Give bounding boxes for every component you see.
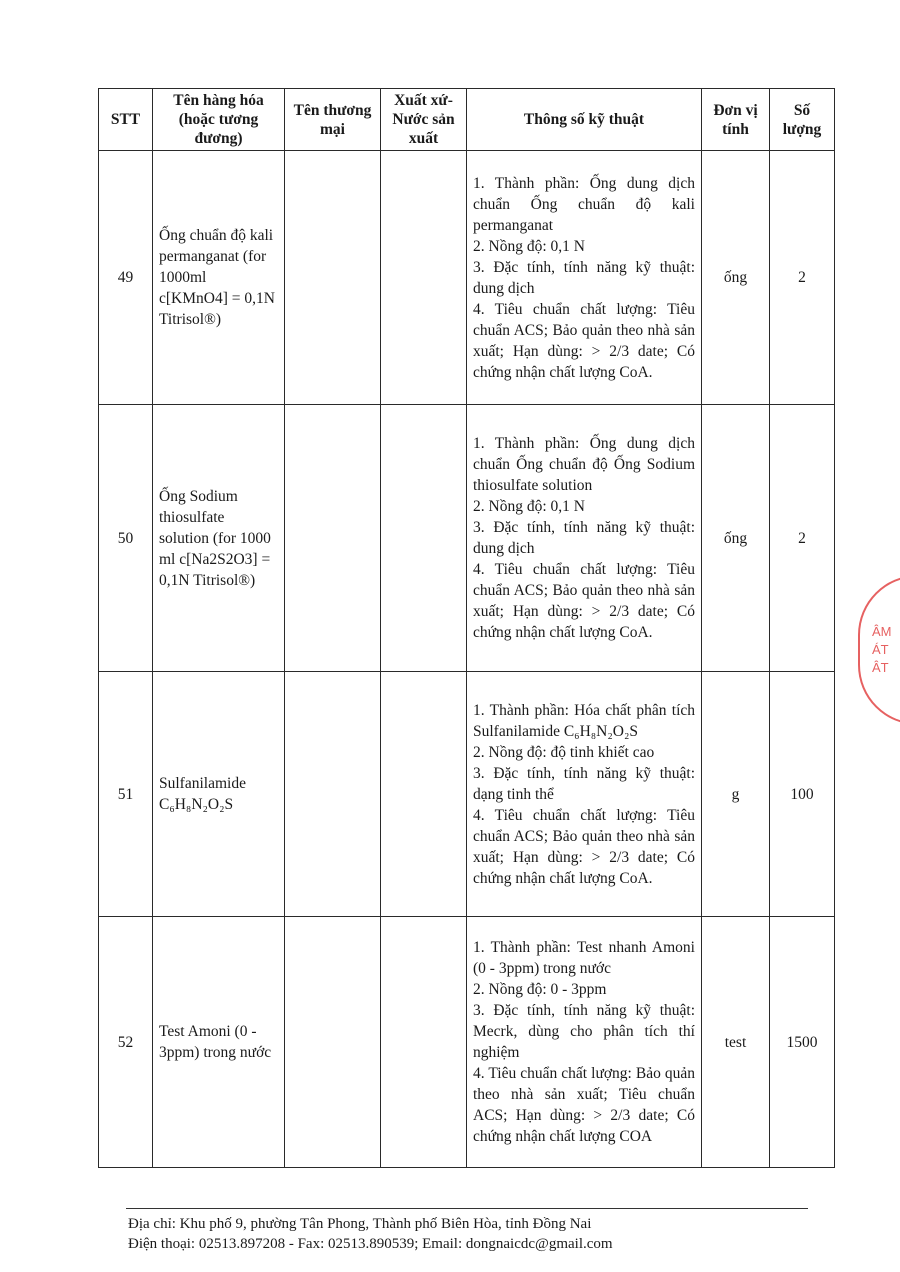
header-spec: Thông số kỹ thuật — [467, 89, 702, 151]
cell-trade-name — [285, 405, 381, 672]
spec-line: 4. Tiêu chuẩn chất lượng: Bảo quản theo nhà sản xuất; Tiêu chuẩn ACS; Hạn dùng: > 2/3 date; Có chứng nhận chất lượng COA — [473, 1065, 695, 1145]
spec-line: 1. Thành phần: Ống dung dịch chuẩn Ống chuẩn độ kali permanganat — [473, 174, 695, 234]
cell-origin — [381, 405, 467, 672]
header-stt: STT — [99, 89, 153, 151]
stamp-text: ÂT — [872, 660, 889, 675]
spec-line: 4. Tiêu chuẩn chất lượng: Tiêu chuẩn ACS; Bảo quản theo nhà sản xuất; Hạn dùng: > 2/3 date; Có chứng nhận chất lượng CoA. — [473, 561, 695, 641]
header-trade-name: Tên thương mại — [285, 89, 381, 151]
cell-name: Ống Sodium thiosulfate solution (for 1000 ml c[Na2S2O3] = 0,1N Titrisol®) — [153, 405, 285, 672]
cell-quantity: 1500 — [770, 917, 835, 1168]
stamp-text: ÂM — [872, 624, 892, 639]
spec-line: 2. Nồng độ: 0,1 N — [473, 498, 585, 515]
cell-quantity: 2 — [770, 151, 835, 405]
table-row — [99, 151, 835, 405]
table-row — [99, 917, 835, 1168]
header-origin: Xuất xứ- Nước sản xuất — [381, 89, 467, 151]
cell-spec — [467, 405, 702, 672]
spec-line: 1. Thành phần: Hóa chất phân tích Sulfanilamide C₆H₈N₂O₂S — [473, 701, 695, 740]
table-header-row — [99, 89, 835, 151]
cell-unit: ống — [702, 405, 770, 672]
product-spec-table — [98, 88, 835, 1168]
cell-quantity: 2 — [770, 405, 835, 672]
table-row — [99, 405, 835, 672]
cell-name: Ống chuẩn độ kali permanganat (for 1000ml c[KMnO4] = 0,1N Titrisol®) — [153, 151, 285, 405]
footer-address: Địa chỉ: Khu phố 9, phường Tân Phong, Thành phố Biên Hòa, tỉnh Đồng Nai — [128, 1216, 592, 1232]
cell-name: Test Amoni (0 - 3ppm) trong nước — [153, 917, 285, 1168]
footer-contact: Điện thoại: 02513.897208 - Fax: 02513.890539; Email: dongnaicdc@gmail.com — [128, 1236, 613, 1252]
header-unit: Đơn vị tính — [702, 89, 770, 151]
cell-origin — [381, 672, 467, 917]
header-name: Tên hàng hóa (hoặc tương đương) — [153, 89, 285, 151]
cell-unit: test — [702, 917, 770, 1168]
header-quantity: Số lượng — [770, 89, 835, 151]
spec-line: 1. Thành phần: Ống dung dịch chuẩn Ống chuẩn độ Ống Sodium thiosulfate solution — [473, 435, 695, 494]
cell-trade-name — [285, 672, 381, 917]
spec-line: 2. Nồng độ: độ tinh khiết cao — [473, 743, 655, 761]
spec-line: 1. Thành phần: Test nhanh Amoni (0 - 3ppm) trong nước — [473, 939, 695, 977]
cell-spec — [467, 151, 702, 405]
cell-unit: ống — [702, 151, 770, 405]
cell-stt: 51 — [99, 672, 153, 917]
cell-spec — [467, 672, 702, 917]
spec-line: 3. Đặc tính, tính năng kỹ thuật: Mecrk, dùng cho phân tích thí nghiệm — [473, 1002, 695, 1061]
footer-divider — [126, 1208, 808, 1209]
spec-line: 2. Nồng độ: 0,1 N — [473, 237, 585, 255]
cell-stt: 49 — [99, 151, 153, 405]
stamp-text: ÁT — [872, 642, 889, 657]
red-seal-stamp — [858, 575, 900, 725]
cell-origin — [381, 917, 467, 1168]
spec-line: 3. Đặc tính, tính năng kỹ thuật: dung dịch — [473, 519, 695, 557]
spec-line: 2. Nồng độ: 0 - 3ppm — [473, 981, 607, 998]
table-row — [99, 672, 835, 917]
cell-origin — [381, 151, 467, 405]
spec-line: 3. Đặc tính, tính năng kỹ thuật: dung dịch — [473, 258, 695, 297]
spec-line: 3. Đặc tính, tính năng kỹ thuật: dạng tinh thể — [473, 764, 695, 803]
cell-spec — [467, 917, 702, 1168]
cell-quantity: 100 — [770, 672, 835, 917]
cell-unit: g — [702, 672, 770, 917]
cell-trade-name — [285, 917, 381, 1168]
cell-stt: 52 — [99, 917, 153, 1168]
cell-trade-name — [285, 151, 381, 405]
cell-stt: 50 — [99, 405, 153, 672]
page-footer — [128, 1214, 613, 1254]
spec-line: 4. Tiêu chuẩn chất lượng: Tiêu chuẩn ACS; Bảo quản theo nhà sản xuất; Hạn dùng: > 2/3 date; Có chứng nhận chất lượng CoA. — [473, 300, 695, 381]
cell-name: Sulfanilamide C₆H₈N₂O₂S — [153, 672, 285, 917]
spec-line: 4. Tiêu chuẩn chất lượng: Tiêu chuẩn ACS; Bảo quản theo nhà sản xuất; Hạn dùng: > 2/3 date; Có chứng nhận chất lượng CoA. — [473, 806, 695, 887]
